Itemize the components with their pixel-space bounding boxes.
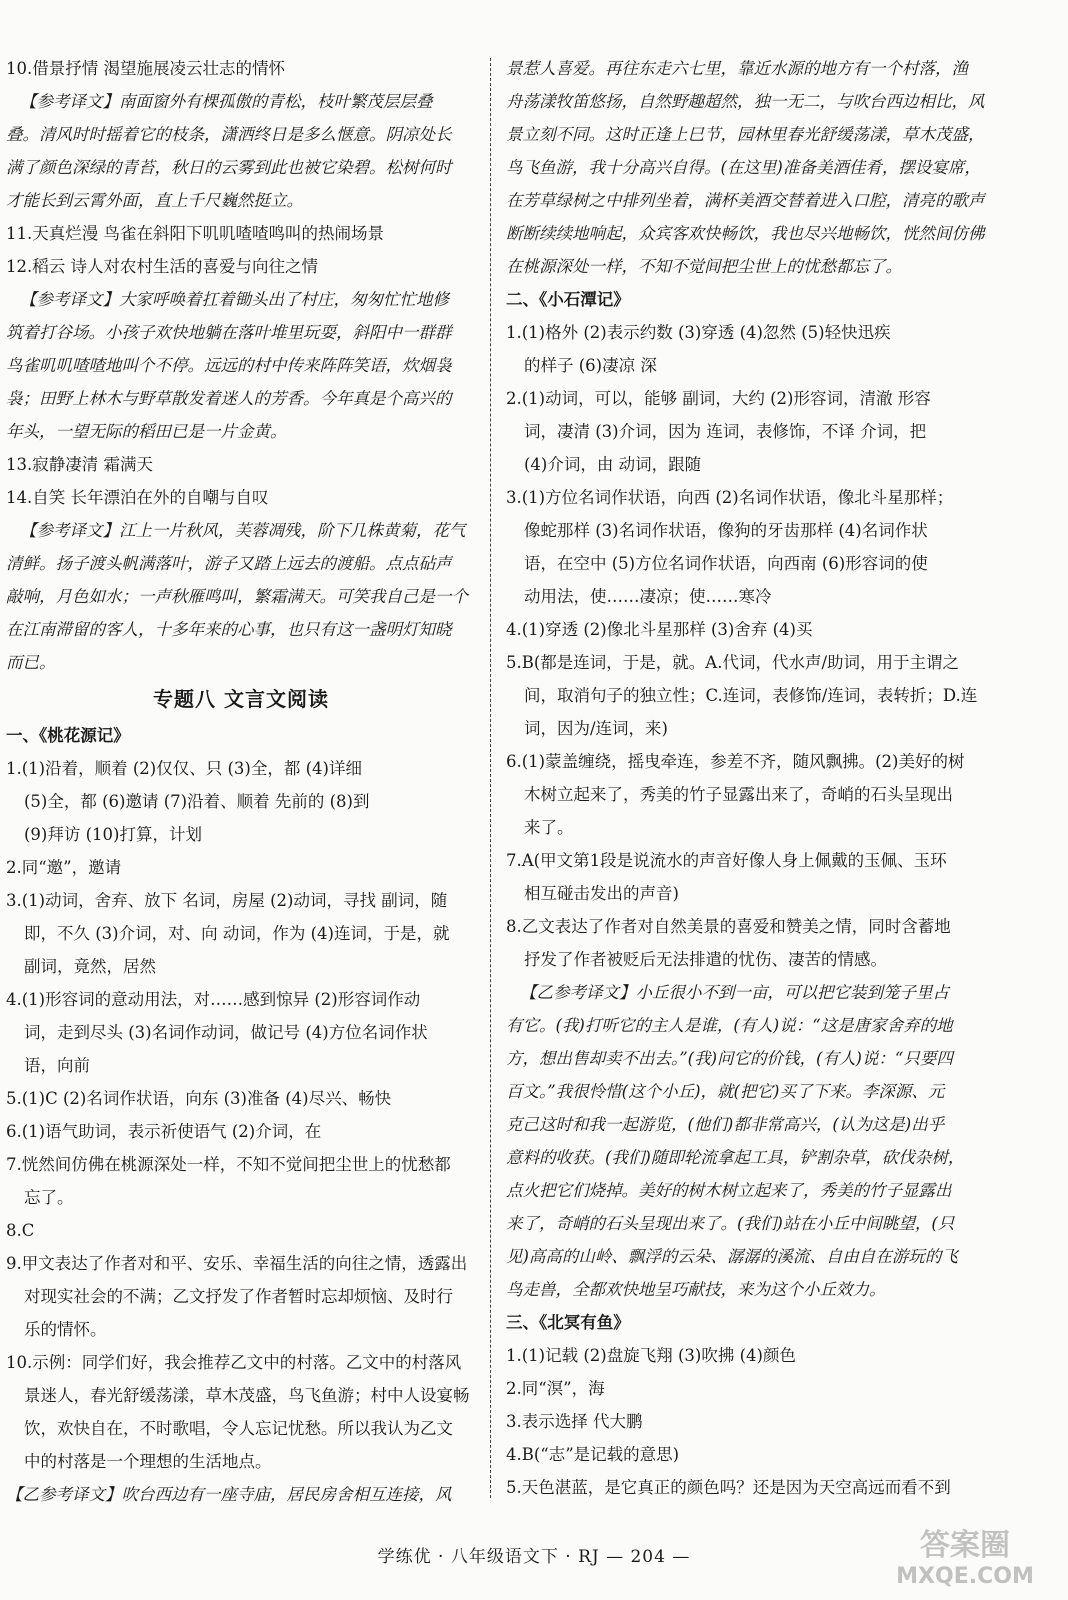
translation-line: 景惹人喜爱。再往东走六七里，靠近水源的地方有一个村落，渔: [506, 59, 968, 78]
translation-line: 克己这时和我一起游览，(他们)都非常高兴，(认为这是)出乎: [506, 1115, 945, 1134]
translation-line: 舟荡漾牧笛悠扬，自然野趣超然，独一无二，与吹台西边相比，风: [506, 92, 985, 111]
answer-line: 6.(1)蒙盖缠绕，摇曳牵连，参差不齐，随风飘拂。(2)美好的树: [506, 752, 965, 771]
answer-line: 1.(1)格外 (2)表示约数 (3)穿透 (4)忽然 (5)轻快迅疾: [506, 323, 891, 342]
answer-line: 景迷人，春光舒缓荡漾，草木茂盛，鸟飞鱼游；村中人设宴畅: [24, 1386, 470, 1405]
translation-line: 点火把它们烧掉。美好的树木树立起来了，秀美的竹子显露出: [506, 1181, 952, 1200]
answer-line: 词，凄清 (3)介词，因为 连词，表修饰，不译 介词，把: [524, 422, 927, 441]
answer-line: 中的村落是一个理想的生活地点。: [24, 1452, 272, 1471]
answer-line: 语，在空中 (5)方位名词作状语，向西南 (6)形容词的使: [524, 554, 928, 573]
answer-line: 1.(1)记载 (2)盘旋飞翔 (3)吹拂 (4)颜色: [506, 1346, 796, 1365]
watermark-logo: [880, 1528, 1050, 1598]
answer-line: 5.(1)C (2)名词作状语，向东 (3)准备 (4)尽兴、畅快: [6, 1089, 392, 1108]
translation-line: 断断续续地响起，众宾客欢快畅饮，我也尽兴地畅饮，恍然间仿佛: [506, 224, 985, 243]
subsection-heading: 三、《北冥有鱼》: [506, 1313, 630, 1332]
translation-line: 见)高高的山岭、飘浮的云朵、潺潺的溪流、自由自在游玩的飞: [506, 1247, 958, 1266]
answer-line: 14.自笑 长年漂泊在外的自嘲与自叹: [6, 488, 269, 507]
answer-line: 3.(1)方位名词作状语，向西 (2)名词作状语，像北斗星那样；: [506, 488, 954, 507]
subsection-heading: 一、《桃花源记》: [6, 726, 130, 745]
answer-line: 乐的情怀。: [24, 1320, 107, 1339]
answer-line: 10.借景抒情 渴望施展凌云壮志的情怀: [6, 59, 285, 78]
answer-line: 即，不久 (3)介词，对、向 动词，作为 (4)连词，于是，就: [24, 924, 450, 943]
translation-line: 袅；田野上林木与野草散发着迷人的芳香。今年真是个高兴的: [6, 389, 452, 408]
translation-line: 百文。”我很怜惜(这个小丘)，就(把它)买了下来。李深源、元: [506, 1082, 945, 1101]
answer-line: 对现实社会的不满；乙文抒发了作者暂时忘却烦恼、及时行: [24, 1287, 453, 1306]
answer-line: 副词，竟然，居然: [24, 957, 156, 976]
answer-line: (9)拜访 (10)打算，计划: [24, 825, 202, 844]
section-title: 专题八 文言文阅读: [153, 687, 329, 711]
answer-line: 动用法，使……凄凉；使……寒冷: [524, 587, 772, 606]
translation-line: 方，想出售却卖不出去。”(我)问它的价钱，(有人)说：“只要四: [506, 1049, 953, 1068]
translation-line: 【乙参考译文】吹台西边有一座寺庙，居民房舍相互连接，风: [6, 1485, 452, 1504]
answer-line: 2.同“邀”，邀请: [6, 858, 122, 877]
answer-line: 5.B(都是连词，于是，就。A.代词，代水声/助词，用于主谓之: [506, 653, 960, 672]
answer-line: 7.恍然间仿佛在桃源深处一样，不知不觉间把尘世上的忧愁都: [6, 1155, 451, 1174]
translation-line: 在芳草绿树之中排列坐着，满杯美酒交替着进入口腔，清亮的歌声: [506, 191, 985, 210]
translation-line: 【乙参考译文】小丘很小不到一亩，可以把它装到笼子里占: [520, 983, 949, 1002]
answer-line: 10.示例：同学们好，我会推荐乙文中的村落。乙文中的村落风: [6, 1353, 462, 1372]
left-column: [6, 52, 476, 1511]
answer-line: 1.(1)沿着，顺着 (2)仅仅、只 (3)全，都 (4)详细: [6, 759, 362, 778]
translation-line: 【参考译文】大家呼唤着扛着锄头出了村庄，匆匆忙忙地修: [20, 290, 449, 309]
answer-line: 来了。: [524, 818, 574, 837]
answer-line: 6.(1)语气助词，表示祈使语气 (2)介词，在: [6, 1122, 322, 1141]
column-divider: [490, 58, 491, 1498]
answer-line: 木树立起来了，秀美的竹子显露出来了，奇峭的石头呈现出: [524, 785, 953, 804]
translation-line: 鸟雀叽叽喳喳地叫个不停。远远的村中传来阵阵笑语，炊烟袅: [6, 356, 452, 375]
answer-line: 8.C: [6, 1221, 35, 1240]
answer-line: 13.寂静凄清 霜满天: [6, 455, 153, 474]
answer-line: 2.同“溟”，海: [506, 1379, 605, 1398]
answer-line: 8.乙文表达了作者对自然美景的喜爱和赞美之情，同时含蓄地: [506, 917, 951, 936]
watermark-url: MXQE.COM: [896, 1564, 1034, 1589]
translation-line: 才能长到云霄外面，直上千尺巍然挺立。: [6, 191, 303, 210]
answer-line: 抒发了作者被贬后无法排遣的忧伤、凄苦的情感。: [524, 950, 887, 969]
answer-line: 2.(1)动词，可以，能够 副词，大约 (2)形容词，清澈 形容: [506, 389, 931, 408]
answer-line: 3.表示选择 代大鹏: [506, 1412, 643, 1431]
translation-line: 年头，一望无际的稻田已是一片金黄。: [6, 422, 287, 441]
translation-line: 清鲜。扬子渡头帆满落叶，游子又踏上远去的渡船。点点砧声: [6, 554, 452, 573]
answer-line: 间，取消句子的独立性；C.连词，表修饰/连词，表转折；D.连: [524, 686, 978, 705]
answer-line: 5.天色湛蓝，是它真正的颜色吗？还是因为天空高远而看不到: [506, 1478, 951, 1497]
answer-line: 4.(1)形容词的意动用法，对……感到惊异 (2)形容词作动: [6, 990, 421, 1009]
right-column: [506, 52, 990, 1504]
answer-line: (4)介词，由 动词，跟随: [524, 455, 702, 474]
answer-line: (5)全，都 (6)邀请 (7)沿着、顺着 先前的 (8)到: [24, 792, 370, 811]
translation-line: 【参考译文】南面窗外有棵孤傲的青松，枝叶繁茂层层叠: [20, 92, 433, 111]
answer-line: 词，因为/连词，来): [524, 719, 668, 738]
translation-line: 来了，奇峭的石头呈现出来了。(我们)站在小丘中间眺望，(只: [506, 1214, 955, 1233]
translation-line: 而已。: [6, 653, 56, 672]
answer-line: 9.甲文表达了作者对和平、安乐、幸福生活的向往之情，透露出: [6, 1254, 468, 1273]
page-footer: 学练优 · 八年级语文下 · RJ — 204 —: [377, 1547, 691, 1567]
translation-line: 满了颜色深绿的青苔，秋日的云雾到此也被它染碧。松树何时: [6, 158, 452, 177]
subsection-heading: 二、《小石潭记》: [506, 290, 630, 309]
translation-line: 叠。清风时时摇着它的枝条，潇洒终日是多么惬意。阴凉处长: [6, 125, 452, 144]
answer-line: 的样子 (6)凄凉 深: [524, 356, 657, 375]
answer-line: 相互碰击发出的声音): [524, 884, 679, 903]
watermark-text: 答案圈: [920, 1528, 1010, 1563]
translation-line: 鸟走兽，全都欢快地呈巧献技，来为这个小丘效力。: [506, 1280, 886, 1299]
answer-line: 饮，欢快自在，不时歌唱，令人忘记忧愁。所以我认为乙文: [24, 1419, 453, 1438]
translation-line: 景立刻不同。这时正逢上巳节，园林里春光舒缓荡漾，草木茂盛，: [506, 125, 985, 144]
answer-line: 语，向前: [24, 1056, 90, 1075]
answer-line: 4.B(“志”是记载的意思): [506, 1445, 680, 1464]
answer-line: 词，走到尽头 (3)名词作动词，做记号 (4)方位名词作状: [24, 1023, 428, 1042]
answer-line: 像蛇那样 (3)名词作状语，像狗的牙齿那样 (4)名词作状: [524, 521, 928, 540]
translation-line: 鸟飞鱼游，我十分高兴自得。(在这里)准备美酒佳肴，摆设宴席，: [506, 158, 981, 177]
translation-line: 意料的收获。(我们)随即轮流拿起工具，铲割杂草，砍伐杂树，: [506, 1148, 965, 1167]
translation-line: 在桃源深处一样，不知不觉间把尘世上的忧愁都忘了。: [506, 257, 902, 276]
translation-line: 【参考译文】江上一片秋风，芙蓉凋残，阶下几株黄菊，花气: [20, 521, 466, 540]
translation-line: 在江南滞留的客人，十多年来的心事，也只有这一盏明灯知晓: [6, 620, 452, 639]
answer-line: 忘了。: [24, 1188, 74, 1207]
answer-line: 4.(1)穿透 (2)像北斗星那样 (3)舍弃 (4)买: [506, 620, 813, 639]
translation-line: 有它。(我)打听它的主人是谁，(有人)说：“这是唐家舍弃的地: [506, 1016, 953, 1035]
answer-line: 11.天真烂漫 鸟雀在斜阳下叽叽喳喳鸣叫的热闹场景: [6, 224, 384, 243]
answer-line: 12.稻云 诗人对农村生活的喜爱与向往之情: [6, 257, 318, 276]
translation-line: 敲响，月色如水；一声秋雁鸣叫，繁霜满天。可笑我自己是一个: [6, 587, 468, 606]
answer-line: 3.(1)动词，舍弃、放下 名词，房屋 (2)动词，寻找 副词，随: [6, 891, 448, 910]
answer-line: 7.A(甲文第1段是说流水的声音好像人身上佩戴的玉佩、玉环: [506, 851, 947, 870]
translation-line: 筑着打谷场。小孩子欢快地躺在落叶堆里玩耍，斜阳中一群群: [6, 323, 452, 342]
